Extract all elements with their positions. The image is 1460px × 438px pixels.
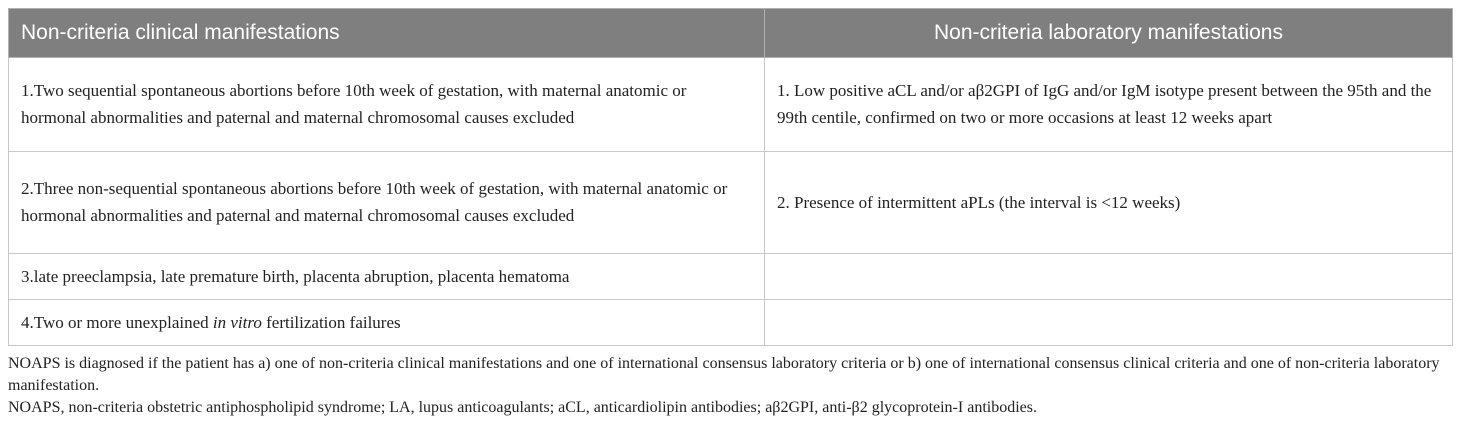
criteria-table [8, 8, 1453, 346]
header-row [9, 9, 1453, 58]
clinical-cell: 2.Three non-sequential spontaneous abortions before 10th week of gestation, with maternal anatomic or hormonal abnormalities and paternal and maternal chromosomal causes excluded [9, 152, 765, 254]
table-row [9, 58, 1453, 152]
clinical-text-italic: in vitro [212, 312, 262, 332]
header-clinical: Non-criteria clinical manifestations [9, 9, 765, 58]
footnote-abbreviations: NOAPS, non-criteria obstetric antiphospholipid syndrome; LA, lupus anticoagulants; aCL, anticardiolipin antibodies; aβ2GPI, anti-β2 glycoprotein-I antibodies. [8, 399, 1037, 416]
clinical-cell: 3.late preeclampsia, late premature birth, placenta abruption, placenta hematoma [9, 254, 765, 300]
clinical-text-prefix: 4.Two or more unexplained [21, 312, 213, 332]
table-row [9, 300, 1453, 346]
footnote-diagnosis: NOAPS is diagnosed if the patient has a) one of non-criteria clinical manifestations and one of international consensus laboratory criteria or b) one of international consensus clinical criteria and one of non-criteria laboratory manifestation. [8, 355, 1440, 394]
table-row [9, 152, 1453, 254]
laboratory-cell [765, 300, 1453, 346]
laboratory-cell: 1. Low positive aCL and/or aβ2GPI of IgG and/or IgM isotype present between the 95th and the 99th centile, confirmed on two or more occasions at least 12 weeks apart [765, 58, 1453, 152]
laboratory-cell: 2. Presence of intermittent aPLs (the interval is <12 weeks) [765, 152, 1453, 254]
clinical-cell [9, 300, 765, 346]
table-container [8, 8, 1452, 419]
footnotes [8, 353, 1452, 419]
laboratory-cell [765, 254, 1453, 300]
clinical-cell: 1.Two sequential spontaneous abortions before 10th week of gestation, with maternal anatomic or hormonal abnormalities and paternal and maternal chromosomal causes excluded [9, 58, 765, 152]
header-laboratory: Non-criteria laboratory manifestations [765, 9, 1453, 58]
table-row [9, 254, 1453, 300]
clinical-text-suffix: fertilization failures [261, 312, 401, 332]
